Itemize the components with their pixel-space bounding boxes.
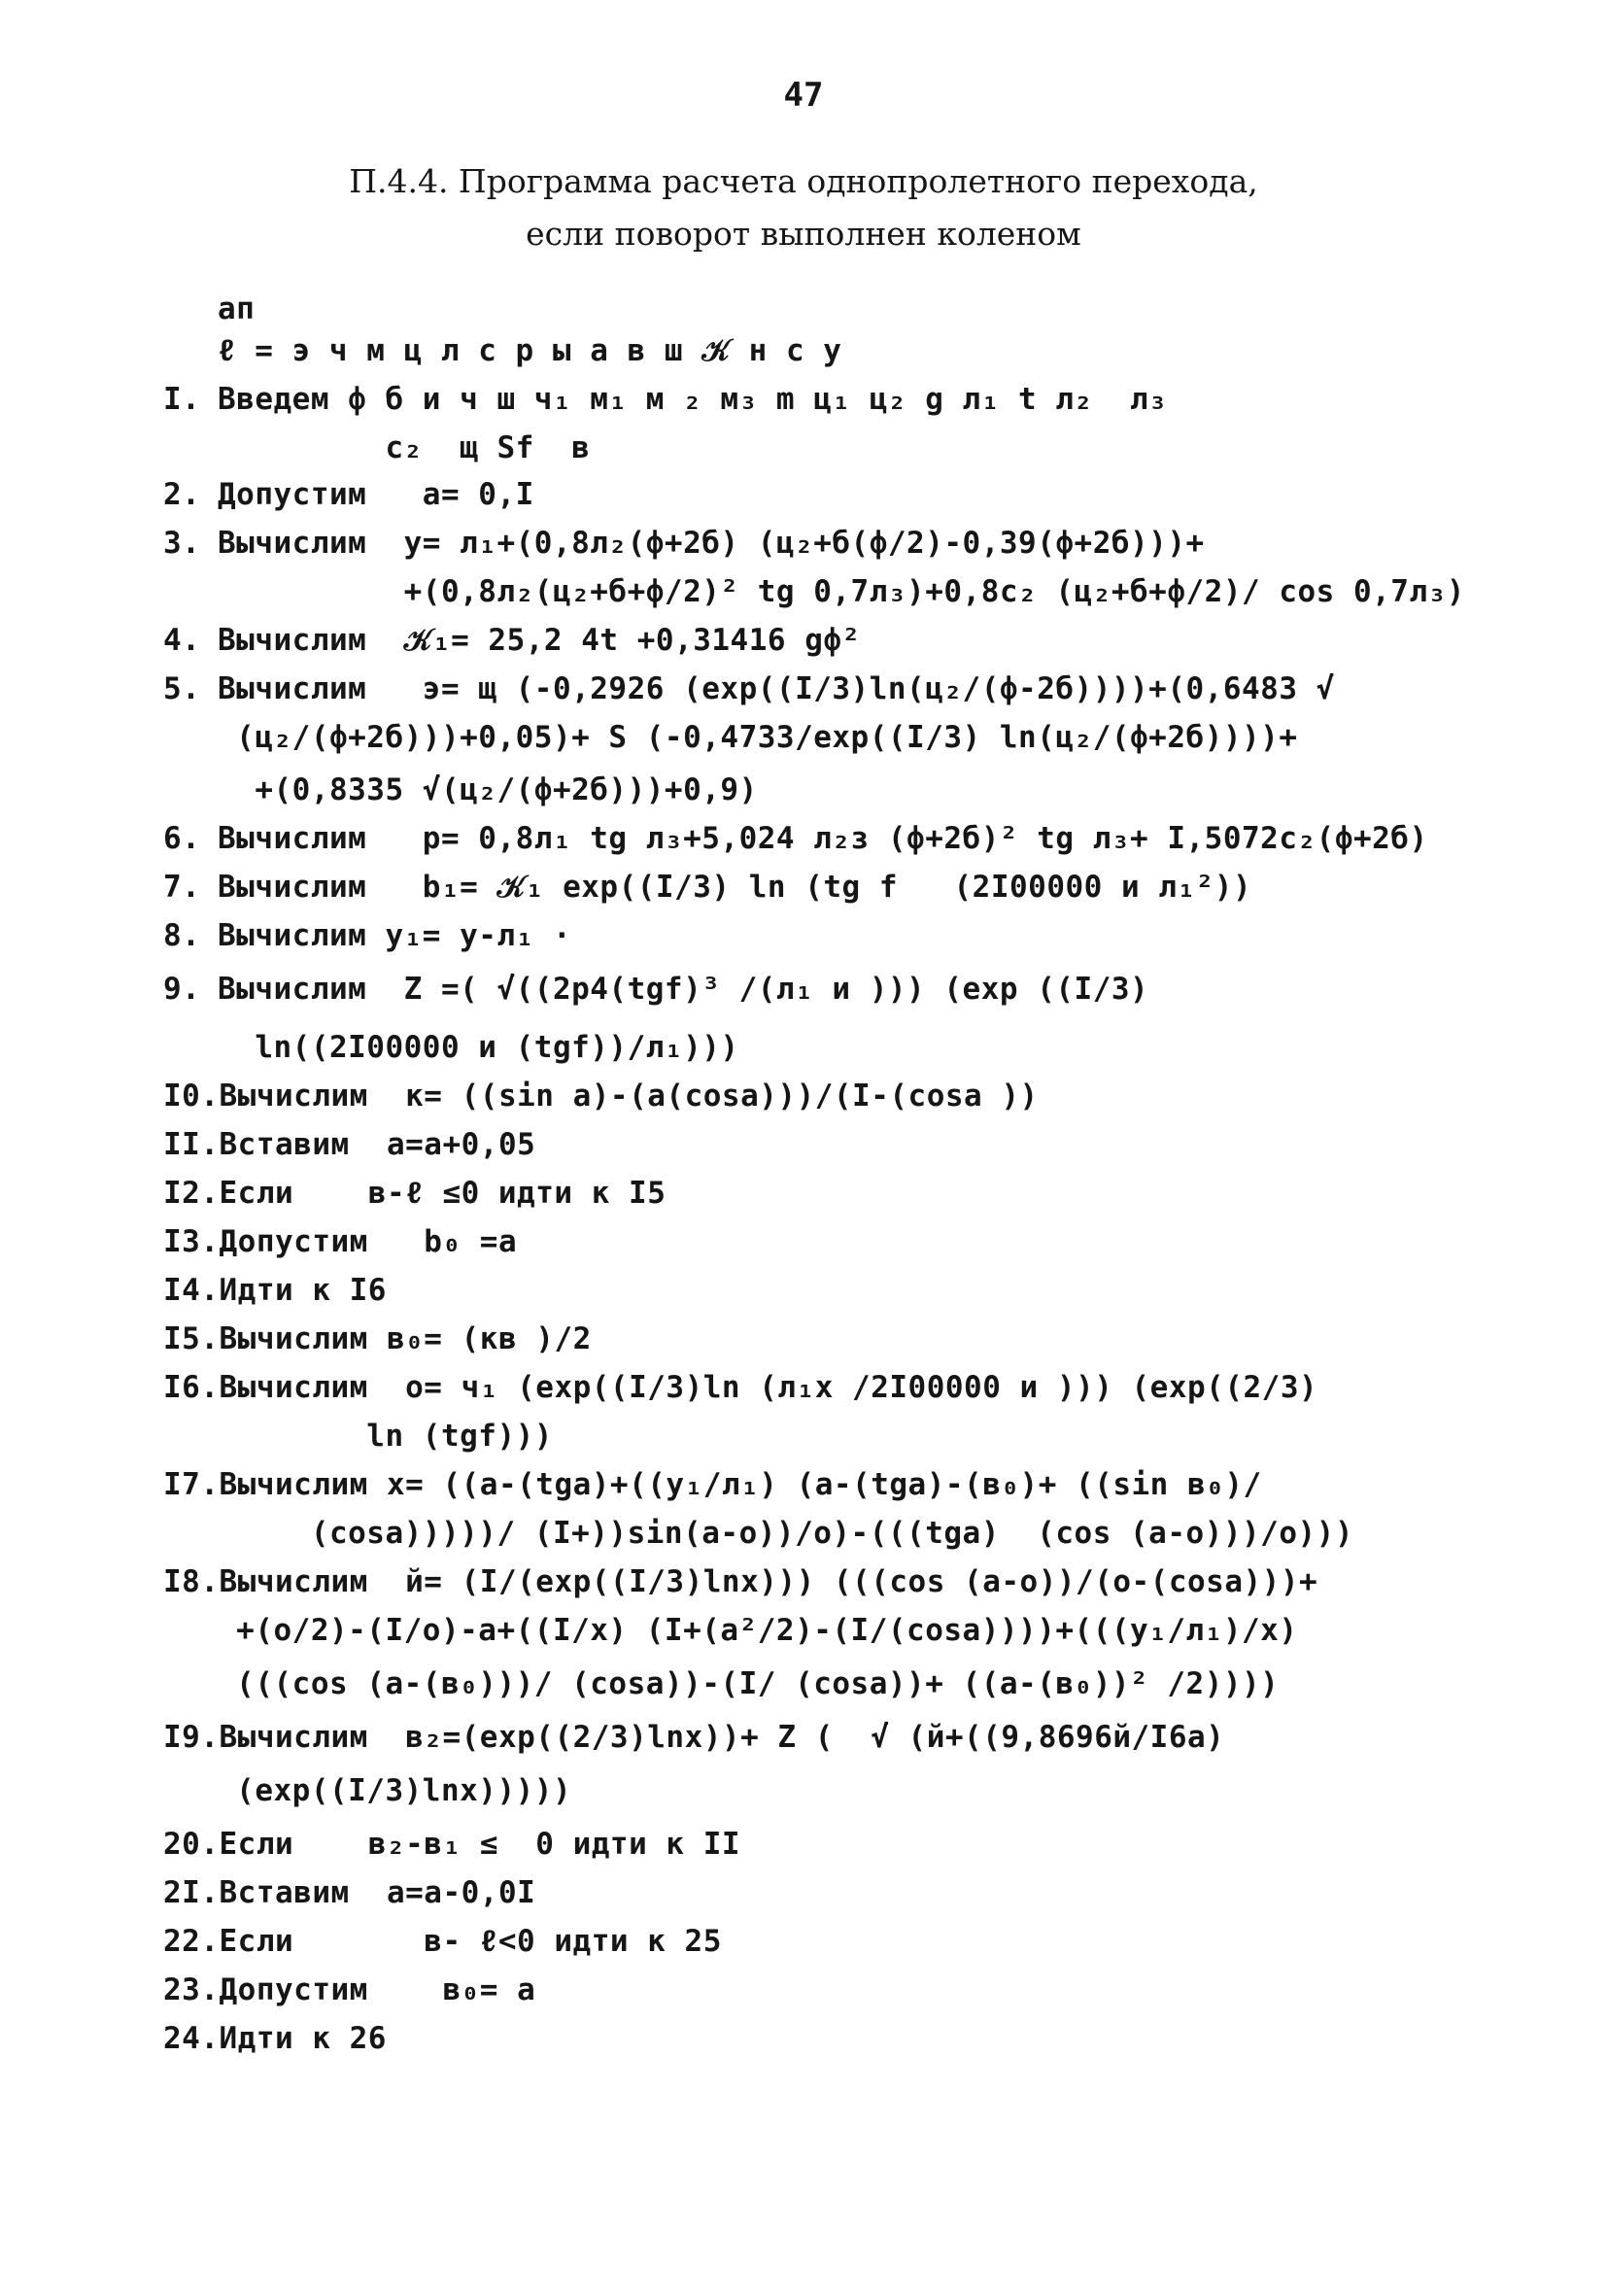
program-line: ℓ = э ч м ц л с р ы а в ш 𝒦 н с у — [218, 333, 842, 368]
program-line: I2.Если в-ℓ ≤0 идти к I5 — [163, 1176, 667, 1211]
program-line: 20.Если в₂-в₁ ≤ 0 идти к II — [163, 1827, 741, 1862]
page-number: 47 — [783, 76, 824, 115]
program-line: 22.Если в- ℓ<0 идти к 25 — [163, 1924, 722, 1959]
program-line: 6. Вычислим р= 0,8л₁ tg л₃+5,024 л₂з (ф+2б)² tg л₃+ I,5072с₂(ф+2б) — [163, 821, 1428, 856]
program-line: I4.Идти к I6 — [163, 1273, 387, 1308]
program-line: ln (tgf))) — [218, 1419, 553, 1454]
program-line: I. Введем ф б и ч ш ч₁ м₁ м ₂ м₃ m ц₁ ц₂ g л₁ t л₂ л₃ — [163, 382, 1168, 417]
program-line: I3.Допустим b₀ =а — [163, 1224, 518, 1259]
program-line: с₂ щ Sf в — [218, 430, 591, 465]
title-line-1: П.4.4. Программа расчета однопролетного перехода, — [349, 162, 1258, 200]
program-line: (ц₂/(ф+2б)))+0,05)+ S (-0,4733/exp((I/3) ln(ц₂/(ф+2б))))+ — [218, 720, 1298, 755]
program-line: I6.Вычислим о= ч₁ (exp((I/3)ln (л₁х /2I00000 и ))) (exp((2/3) — [163, 1370, 1318, 1405]
program-line: (exp((I/3)lnх))))) — [218, 1773, 572, 1808]
program-line: I9.Вычислим в₂=(exp((2/3)lnх))+ Z ( √ (й+((9,8696й/I6а) — [163, 1720, 1225, 1755]
program-line: I0.Вычислим к= ((sin а)-(а(cosа)))/(I-(cosа )) — [163, 1079, 1039, 1114]
program-line: 8. Вычислим у₁= у-л₁ · — [163, 918, 572, 953]
program-line: I5.Вычислим в₀= (кв )/2 — [163, 1321, 592, 1356]
program-line: 23.Допустим в₀= а — [163, 1972, 536, 2007]
program-line: (((cos (а-(в₀)))/ (cosа))-(I/ (cosа))+ ((а-(в₀))² /2)))) — [218, 1666, 1280, 1701]
program-line: 24.Идти к 26 — [163, 2021, 387, 2056]
program-line: I7.Вычислим х= ((а-(tgа)+((у₁/л₁) (а-(tgа)-(в₀)+ ((sin в₀)/ — [163, 1467, 1262, 1502]
program-line: 4. Вычислим 𝒦₁= 25,2 4t +0,31416 gф² — [163, 623, 861, 658]
section-title — [0, 155, 1607, 260]
program-line: 2. Допустим а= 0,I — [163, 477, 534, 512]
program-line: +(0,8335 √(ц₂/(ф+2б)))+0,9) — [218, 772, 758, 807]
program-line: II.Вставим а=а+0,05 — [163, 1127, 536, 1162]
program-line: 7. Вычислим b₁= 𝒦₁ exp((I/3) ln (tg f (2I00000 и л₁²)) — [163, 870, 1252, 905]
program-line: I8.Вычислим й= (I/(exp((I/3)lnх))) (((cos (а-о))/(о-(cosа)))+ — [163, 1564, 1318, 1599]
program-line: 2I.Вставим а=а-0,0I — [163, 1875, 536, 1910]
program-line: (cosа)))))/ (I+))sin(а-о))/о)-(((tgа) (cos (а-о)))/о))) — [218, 1516, 1353, 1551]
program-line: +(о/2)-(I/о)-а+((I/х) (I+(а²/2)-(I/(cosа))))+(((у₁/л₁)/х) — [218, 1613, 1298, 1648]
program-line: +(0,8л₂(ц₂+б+ф/2)² tg 0,7л₃)+0,8с₂ (ц₂+б+ф/2)/ cos 0,7л₃) — [218, 574, 1465, 609]
program-line: ln((2I00000 и (tgf))/л₁))) — [218, 1030, 739, 1065]
program-line: 3. Вычислим у= л₁+(0,8л₂(ф+2б) (ц₂+б(ф/2)-0,39(ф+2б)))+ — [163, 526, 1205, 561]
title-line-2: если поворот выполнен коленом — [526, 215, 1081, 253]
program-line: 9. Вычислим Z =( √((2р4(tgf)³ /(л₁ и ))) (exp ((I/3) — [163, 972, 1149, 1007]
program-line: ап — [218, 291, 256, 326]
program-line: 5. Вычислим э= щ (-0,2926 (exp((I/3)ln(ц₂/(ф-2б))))+(0,6483 √ — [163, 671, 1335, 706]
